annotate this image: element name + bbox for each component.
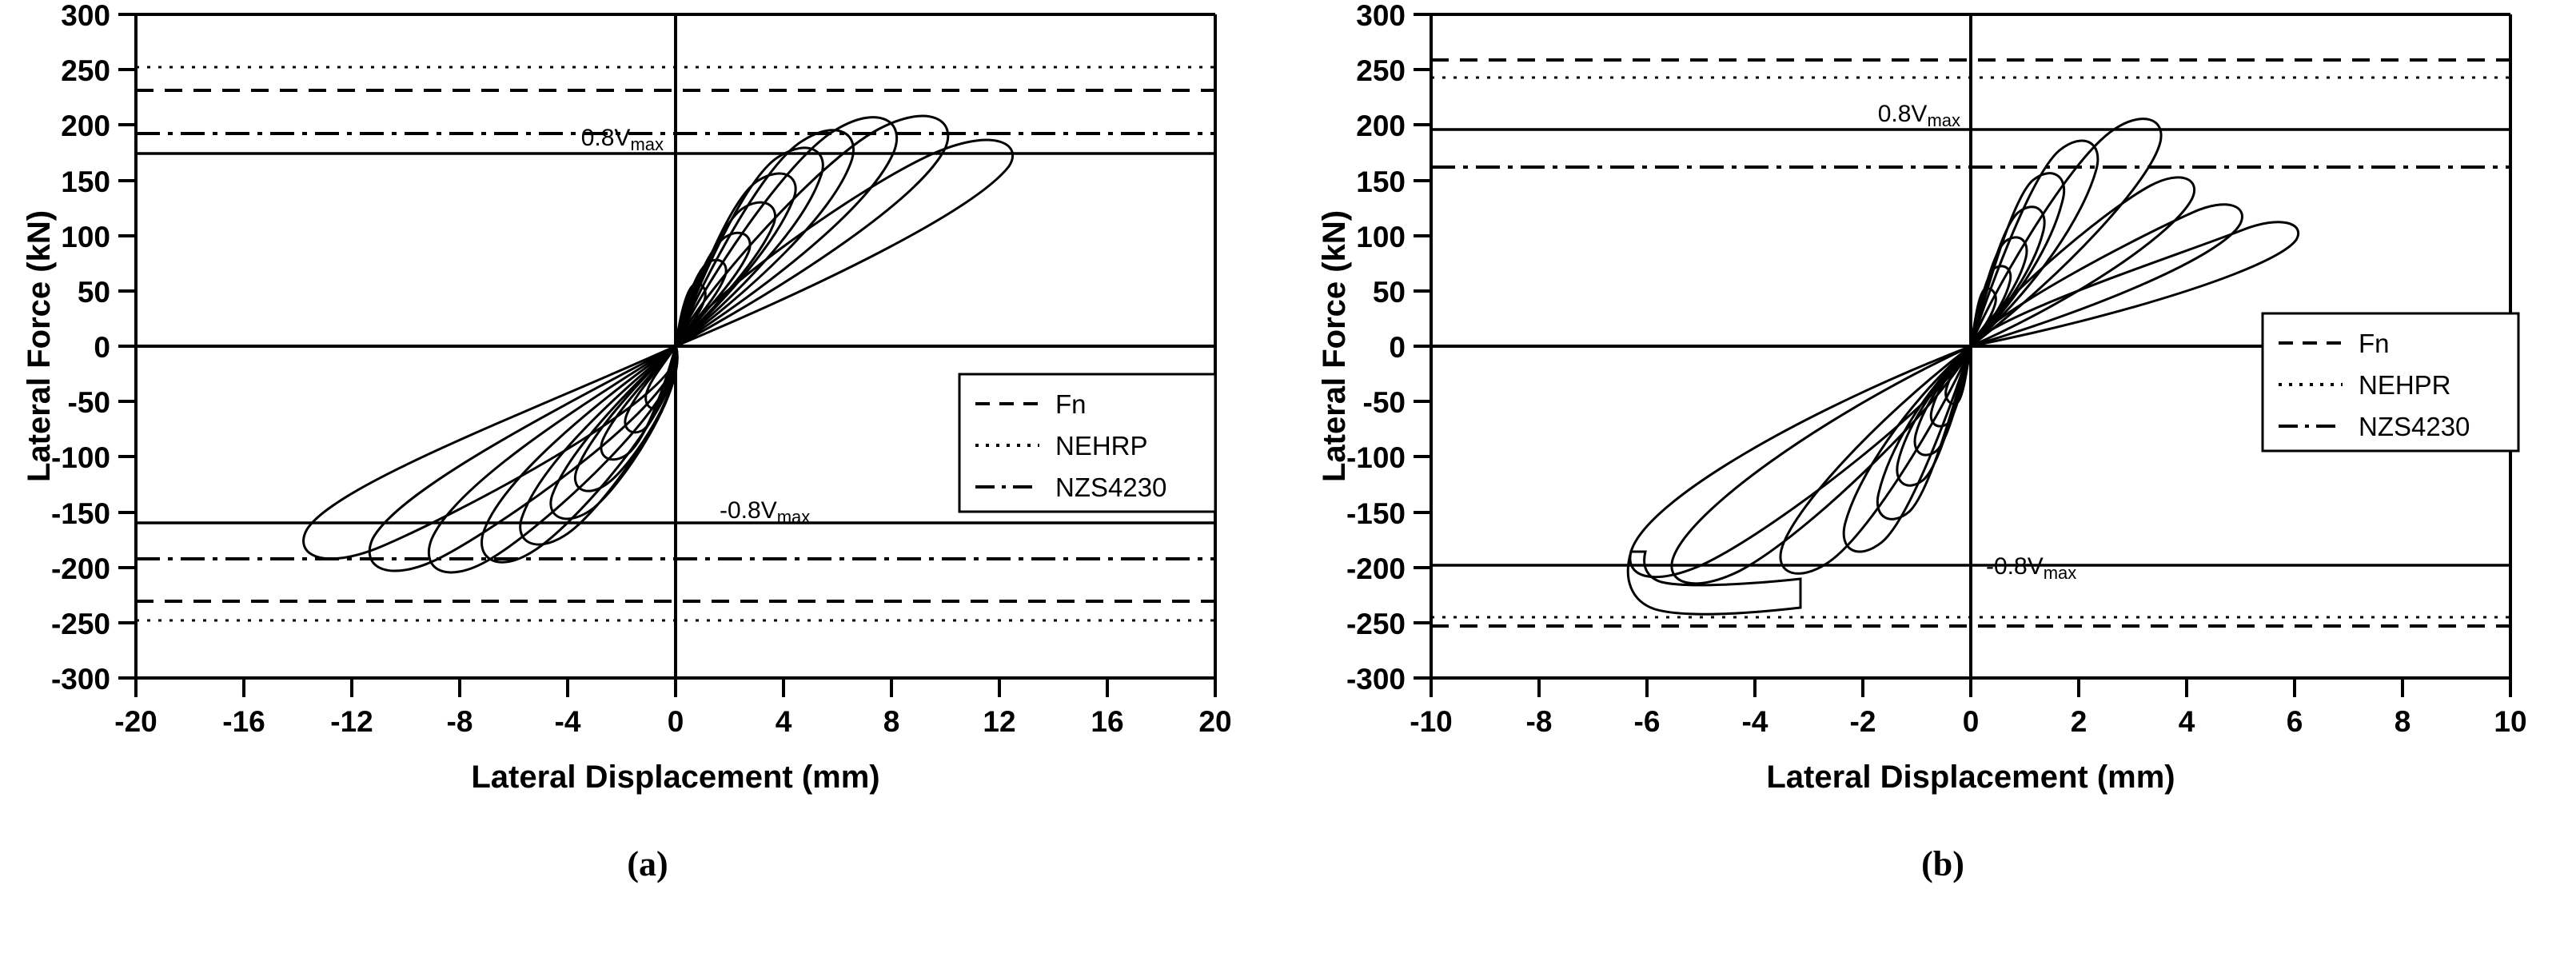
- panel-a-y-tick-labels: [51, 0, 110, 696]
- panel-b-y-axis-title: Lateral Force (kN): [1317, 209, 1352, 483]
- panel-a-x-axis-title: Lateral Displacement (mm): [471, 760, 880, 795]
- x-tick-label: -2: [1849, 705, 1876, 738]
- y-tick-label: -50: [1362, 386, 1406, 419]
- annotation-negative: $-0.8V_{max}$: [1986, 553, 2077, 583]
- panel-a-legend: [959, 374, 1215, 512]
- annotation-positive: $0.8V_{max}$: [1877, 101, 1960, 130]
- y-tick-label: -200: [50, 552, 110, 585]
- y-tick-label: 300: [1356, 0, 1406, 32]
- y-tick-label: 100: [1356, 221, 1406, 253]
- y-tick-label: 0: [94, 331, 110, 364]
- legend-label-nehrp: NEHRP: [1055, 431, 1148, 461]
- panel-b-y-ticks: [1414, 14, 1431, 678]
- panel-a-y-axis-title: Lateral Force (kN): [22, 209, 57, 483]
- legend-label-nzs4230: NZS4230: [2359, 412, 2470, 441]
- annotation-positive: $0.8V_{max}$: [580, 125, 664, 154]
- y-tick-label: 50: [1372, 276, 1406, 309]
- x-tick-label: 4: [775, 705, 792, 738]
- y-tick-label: -250: [1346, 608, 1406, 640]
- annotation-negative: $-0.8V_{max}$: [720, 497, 811, 527]
- y-tick-label: -150: [1346, 497, 1406, 530]
- y-tick-label: -50: [67, 386, 110, 419]
- panel-a-plot: [16, 0, 1279, 799]
- panel-a-x-ticks: [136, 678, 1215, 697]
- x-tick-label: -16: [222, 705, 265, 738]
- panel-a-svg: [16, 0, 1279, 799]
- x-tick-label: 2: [2070, 705, 2088, 738]
- y-tick-label: -100: [50, 441, 110, 474]
- x-tick-label: -10: [1410, 705, 1453, 738]
- y-tick-label: -300: [50, 663, 110, 696]
- y-tick-label: 50: [77, 276, 110, 309]
- x-tick-label: 0: [667, 705, 684, 738]
- legend-label-nzs4230: NZS4230: [1055, 473, 1167, 502]
- y-tick-label: -250: [50, 608, 110, 640]
- y-tick-label: 200: [61, 110, 110, 142]
- panel-a-x-tick-labels: [114, 705, 1231, 738]
- legend-label-nehpr: NEHPR: [2359, 370, 2451, 400]
- x-tick-label: 4: [2178, 705, 2195, 738]
- x-tick-label: -20: [114, 705, 158, 738]
- panel-a-y-ticks: [118, 14, 136, 678]
- x-tick-label: -6: [1633, 705, 1661, 738]
- x-tick-label: 8: [2394, 705, 2411, 738]
- y-tick-label: 0: [1389, 331, 1406, 364]
- panel-b-y-tick-labels: [1346, 0, 1406, 696]
- x-tick-label: 8: [883, 705, 900, 738]
- x-tick-label: 12: [983, 705, 1016, 738]
- x-tick-label: -8: [1525, 705, 1553, 738]
- x-tick-label: -8: [446, 705, 473, 738]
- panel-b-legend: [2263, 313, 2518, 451]
- y-tick-label: 150: [1356, 165, 1406, 198]
- panel-b: [1311, 0, 2574, 957]
- y-tick-label: -100: [1346, 441, 1406, 474]
- x-tick-label: 6: [2286, 705, 2303, 738]
- panel-b-svg: [1311, 0, 2574, 799]
- y-tick-label: 250: [61, 54, 110, 87]
- panel-b-caption: (b): [1921, 844, 1964, 883]
- x-tick-label: 20: [1198, 705, 1232, 738]
- panel-b-x-axis-title: Lateral Displacement (mm): [1766, 760, 2175, 795]
- y-tick-label: -200: [1346, 552, 1406, 585]
- x-tick-label: -4: [554, 705, 581, 738]
- panel-b-plot: [1311, 0, 2574, 799]
- panel-a: [16, 0, 1279, 957]
- x-tick-label: 16: [1091, 705, 1124, 738]
- x-tick-label: 0: [1962, 705, 1980, 738]
- x-tick-label: -12: [330, 705, 373, 738]
- legend-label-fn: Fn: [2359, 329, 2390, 358]
- y-tick-label: -300: [1346, 663, 1406, 696]
- panel-a-caption: (a): [627, 844, 668, 883]
- panel-a-hysteresis-loops: [304, 116, 1013, 572]
- y-tick-label: 100: [61, 221, 110, 253]
- y-tick-label: 150: [61, 165, 110, 198]
- panel-b-x-ticks: [1431, 678, 2510, 697]
- y-tick-label: 300: [61, 0, 110, 32]
- y-tick-label: 250: [1356, 54, 1406, 87]
- x-tick-label: 10: [2494, 705, 2527, 738]
- x-tick-label: -4: [1741, 705, 1769, 738]
- y-tick-label: -150: [50, 497, 110, 530]
- legend-label-fn: Fn: [1055, 389, 1087, 419]
- panel-b-x-tick-labels: [1410, 705, 2526, 738]
- y-tick-label: 200: [1356, 110, 1406, 142]
- panel-b-hysteresis-loops: [1628, 119, 2298, 615]
